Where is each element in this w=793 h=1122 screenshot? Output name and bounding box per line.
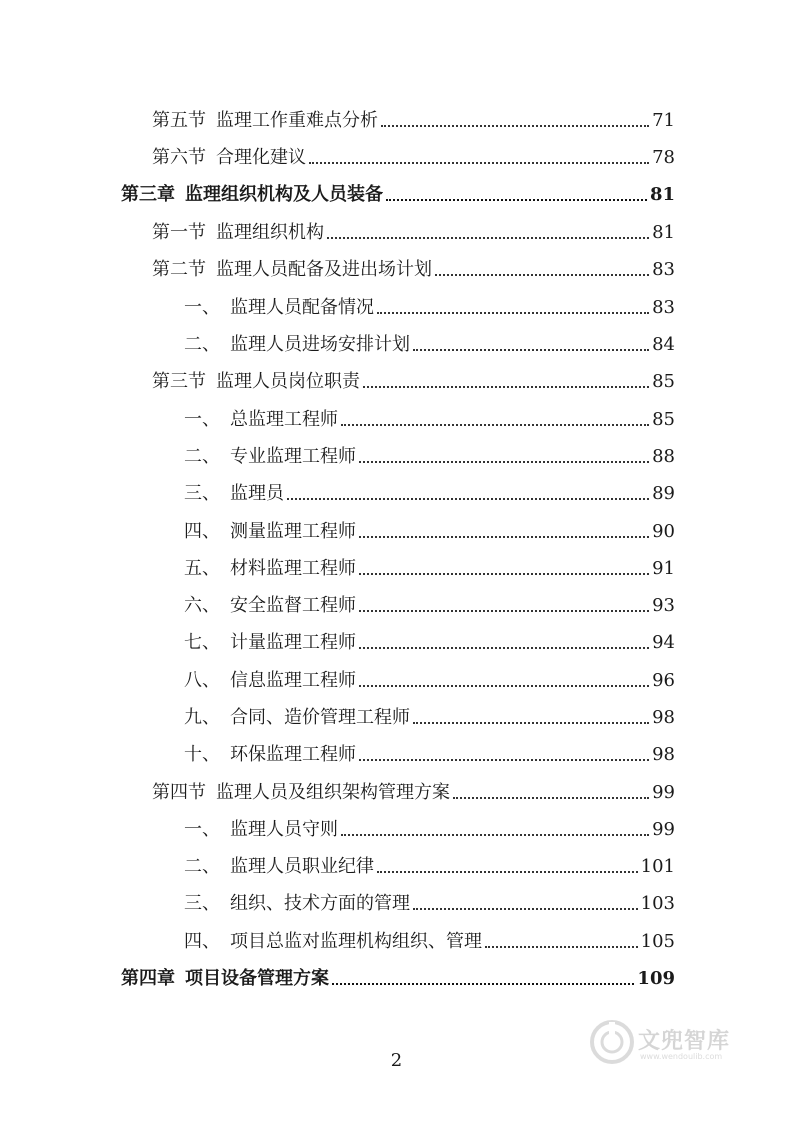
toc-entry-title: 安全监督工程师	[230, 595, 356, 616]
toc-entry-title: 专业监理工程师	[230, 446, 356, 467]
toc-entry[interactable]	[152, 780, 675, 804]
toc-subentry[interactable]	[184, 891, 675, 915]
toc-entry-number: 第四节	[152, 782, 206, 803]
toc-entry-number: 一、	[184, 297, 220, 318]
toc-entry-title: 监理组织机构及人员装备	[185, 184, 383, 205]
toc-entry-page: 103	[640, 893, 675, 914]
toc-entry-title: 监理人员岗位职责	[216, 371, 360, 392]
dot-leader	[386, 199, 647, 201]
toc-entry-page: 81	[652, 222, 675, 243]
toc-entry-title: 监理员	[230, 483, 284, 504]
dot-leader	[435, 274, 649, 276]
toc-subentry[interactable]	[184, 668, 675, 692]
toc-entry-number: 一、	[184, 409, 220, 430]
toc-entry-number: 第二节	[152, 259, 206, 280]
toc-entry-number: 五、	[184, 558, 220, 579]
toc-entry-number: 十、	[184, 744, 220, 765]
dot-leader	[359, 573, 649, 575]
toc-entry-title: 监理人员职业纪律	[230, 856, 374, 877]
dot-leader	[332, 983, 634, 985]
toc-entry-page: 94	[652, 632, 675, 653]
toc-entry-number: 二、	[184, 856, 220, 877]
toc-entry-number: 八、	[184, 670, 220, 691]
toc-entry-number: 七、	[184, 632, 220, 653]
toc-entry-number: 九、	[184, 707, 220, 728]
dot-leader	[381, 125, 649, 127]
watermark-url: www.wendoulib.com	[640, 1052, 723, 1061]
toc-entry-title: 监理人员进场安排计划	[230, 334, 410, 355]
toc-subentry[interactable]	[184, 630, 675, 654]
toc-entry-page: 98	[652, 744, 675, 765]
toc-subentry[interactable]	[184, 295, 675, 319]
dot-leader	[359, 685, 649, 687]
toc-entry-title: 监理人员守则	[230, 819, 338, 840]
toc-entry-page: 109	[637, 968, 675, 989]
toc-entry-number: 二、	[184, 334, 220, 355]
toc-entry-title: 监理人员配备情况	[230, 297, 374, 318]
toc-subentry[interactable]	[184, 444, 675, 468]
toc-entry-number: 第六节	[152, 147, 206, 168]
toc-entry-page: 93	[652, 595, 675, 616]
dot-leader	[359, 759, 649, 761]
toc-entry-page: 89	[652, 483, 675, 504]
toc-subentry[interactable]	[184, 705, 675, 729]
toc-entry-number: 二、	[184, 446, 220, 467]
toc-subentry[interactable]	[184, 929, 675, 953]
toc-entry-number: 六、	[184, 595, 220, 616]
toc-subentry[interactable]	[184, 332, 675, 356]
toc-entry-title: 信息监理工程师	[230, 670, 356, 691]
dot-leader	[413, 349, 649, 351]
toc-entry-page: 90	[652, 521, 675, 542]
toc-entry[interactable]	[152, 108, 675, 132]
dot-leader	[363, 386, 649, 388]
dot-leader	[309, 162, 649, 164]
toc-entry-page: 83	[652, 259, 675, 280]
toc-entry-title: 监理人员及组织架构管理方案	[216, 782, 450, 803]
toc-entry-title: 监理组织机构	[216, 222, 324, 243]
toc-subentry[interactable]	[184, 519, 675, 543]
watermark-text: 文兜智库	[638, 1029, 731, 1054]
toc-entry-title: 项目总监对监理机构组织、管理	[230, 931, 482, 952]
dot-leader	[359, 647, 649, 649]
toc-entry[interactable]	[152, 145, 675, 169]
toc-entry-page: 81	[649, 184, 675, 205]
toc-entry-page: 99	[652, 782, 675, 803]
toc-entry-title: 材料监理工程师	[230, 558, 356, 579]
dot-leader	[359, 610, 649, 612]
toc-entry[interactable]	[152, 257, 675, 281]
toc-entry-number: 第四章	[121, 968, 175, 989]
toc-entry-page: 101	[640, 856, 675, 877]
toc-entry-number: 第三节	[152, 371, 206, 392]
toc-entry[interactable]	[152, 369, 675, 393]
dot-leader	[453, 797, 649, 799]
dot-leader	[377, 871, 638, 873]
dot-leader	[341, 834, 649, 836]
toc-entry-number: 四、	[184, 521, 220, 542]
toc-subentry[interactable]	[184, 742, 675, 766]
toc-subentry[interactable]	[184, 556, 675, 580]
toc-entry-page: 88	[652, 446, 675, 467]
dot-leader	[485, 946, 638, 948]
toc-entry-page: 85	[652, 409, 675, 430]
toc-subentry[interactable]	[184, 817, 675, 841]
toc-entry-number: 三、	[184, 483, 220, 504]
dot-leader	[377, 312, 649, 314]
toc-chapter-entry[interactable]	[121, 966, 675, 990]
toc-entry[interactable]	[152, 220, 675, 244]
toc-chapter-entry[interactable]	[121, 182, 675, 206]
toc-entry-page: 96	[652, 670, 675, 691]
toc-entry-title: 合理化建议	[216, 147, 306, 168]
toc-entry-page: 98	[652, 707, 675, 728]
toc-entry-title: 计量监理工程师	[230, 632, 356, 653]
toc-entry-title: 合同、造价管理工程师	[230, 707, 410, 728]
dot-leader	[341, 424, 649, 426]
toc-entry-number: 第五节	[152, 110, 206, 131]
dot-leader	[359, 461, 649, 463]
toc-entry-number: 一、	[184, 819, 220, 840]
toc-entry-page: 85	[652, 371, 675, 392]
toc-entry-number: 第一节	[152, 222, 206, 243]
toc-entry-page: 83	[652, 297, 675, 318]
toc-entry-title: 项目设备管理方案	[185, 968, 329, 989]
toc-entry-page: 99	[652, 819, 675, 840]
toc-subentry[interactable]	[184, 407, 675, 431]
toc-entry-title: 监理工作重难点分析	[216, 110, 378, 131]
toc-entry-title: 监理人员配备及进出场计划	[216, 259, 432, 280]
toc-entry-number: 三、	[184, 893, 220, 914]
toc-entry-page: 91	[652, 558, 675, 579]
toc-entry-page: 78	[652, 147, 675, 168]
toc-subentry[interactable]	[184, 481, 675, 505]
toc-entry-page: 84	[652, 334, 675, 355]
toc-entry-title: 测量监理工程师	[230, 521, 356, 542]
toc-entry-page: 105	[640, 931, 675, 952]
toc-subentry[interactable]	[184, 593, 675, 617]
dot-leader	[359, 536, 649, 538]
dot-leader	[287, 498, 649, 500]
toc-entry-title: 环保监理工程师	[230, 744, 356, 765]
toc-entry-number: 第三章	[121, 184, 175, 205]
dot-leader	[413, 722, 649, 724]
dot-leader	[327, 237, 649, 239]
toc-entry-page: 71	[652, 110, 675, 131]
page-number: 2	[390, 1050, 403, 1071]
toc-entry-number: 四、	[184, 931, 220, 952]
toc-entry-title: 组织、技术方面的管理	[230, 893, 410, 914]
toc-subentry[interactable]	[184, 854, 675, 878]
toc-entry-title: 总监理工程师	[230, 409, 338, 430]
dot-leader	[413, 908, 638, 910]
